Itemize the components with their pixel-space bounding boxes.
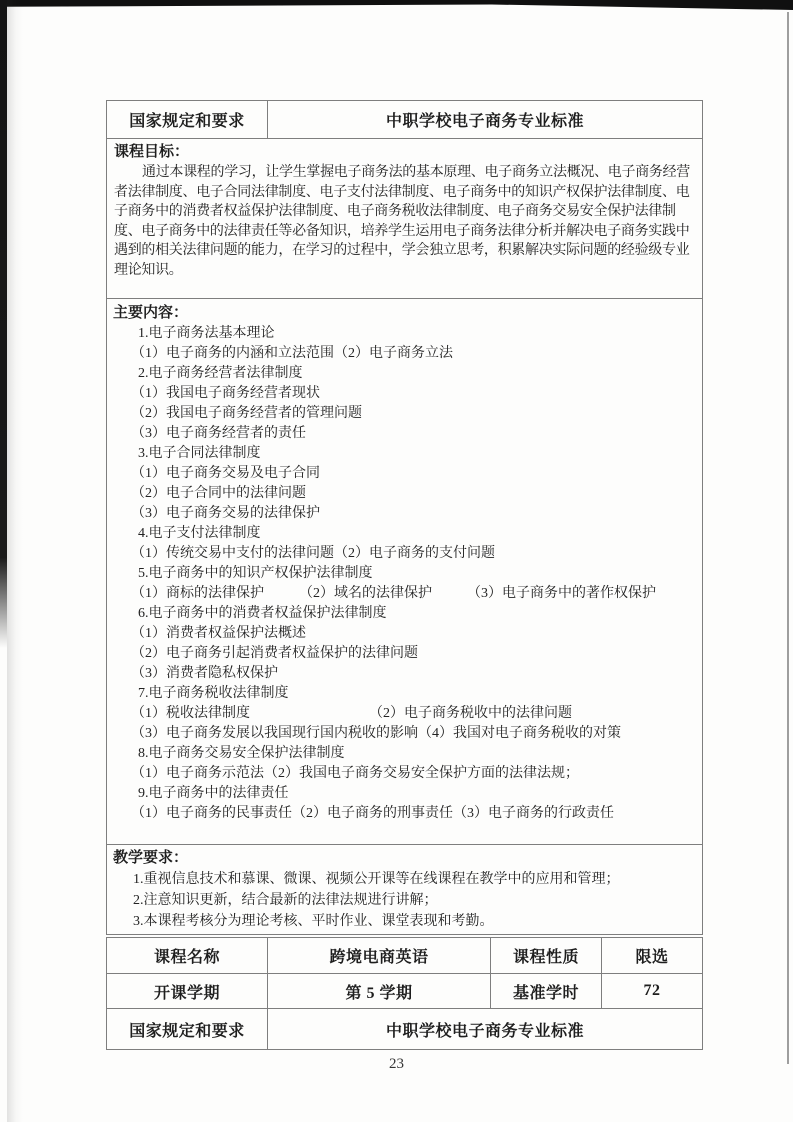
course-term-label: 开课学期 <box>107 974 268 1008</box>
teaching-requirements-list <box>113 869 696 932</box>
content-line: （1）电子商务示范法（2）我国电子商务交易安全保护方面的法律法规； <box>131 766 579 781</box>
content-line: 1.重视信息技术和慕课、微课、视频公开课等在线课程在教学中的应用和管理； <box>133 872 620 887</box>
course-standard-value: 中职学校电子商务专业标准 <box>385 1022 584 1040</box>
content-line: 8.电子商务交易安全保护法律制度 <box>138 746 345 761</box>
scan-edge-left <box>0 0 7 648</box>
course-nature-value: 限选 <box>635 949 669 966</box>
content-line: （1）税收法律制度 （2）电子商务税收中的法律问题 <box>131 706 572 721</box>
content-line: （2）我国电子商务经营者的管理问题 <box>131 406 362 421</box>
content-line: （2）电子合同中的法律问题 <box>131 486 306 501</box>
teaching-requirements-row <box>107 844 702 934</box>
content-line: 9.电子商务中的法律责任 <box>138 786 289 801</box>
content-line: （1）传统交易中支付的法律问题（2）电子商务的支付问题 <box>131 546 495 561</box>
national-standard-label: 国家规定和要求 <box>107 101 268 138</box>
content-line: （3）电子商务发展以我国现行国内税收的影响（4）我国对电子商务税收的对策 <box>131 726 621 741</box>
content-line: 4.电子支付法律制度 <box>138 526 261 541</box>
content-line: （1）商标的法律保护 （2）域名的法律保护 （3）电子商务中的著作权保护 <box>131 586 656 601</box>
content-line: （3）电子商务交易的法律保护 <box>131 506 320 521</box>
content-line: （1）电子商务交易及电子合同 <box>131 466 320 481</box>
course-name-value: 跨境电商英语 <box>268 938 491 973</box>
content-line: （1）电子商务的内涵和立法范围（2）电子商务立法 <box>131 346 453 361</box>
content-line: 3.电子合同法律制度 <box>138 446 261 461</box>
content-line: （3）电子商务经营者的责任 <box>131 426 306 441</box>
page-number: 23 <box>389 1056 404 1072</box>
content-line: （1）消费者权益保护法概述 <box>131 626 306 641</box>
main-content-heading: 主要内容： <box>113 305 189 321</box>
content-line: （2）电子商务引起消费者权益保护的法律问题 <box>131 646 418 661</box>
course-term-row <box>107 973 702 1008</box>
content-line: （3）消费者隐私权保护 <box>131 666 278 681</box>
course-standard-label: 国家规定和要求 <box>107 1009 268 1049</box>
course-objectives-heading: 课程目标： <box>114 144 190 160</box>
main-content-list <box>113 324 698 824</box>
national-standard-value: 中职学校电子商务专业标准 <box>385 113 584 130</box>
course-standard-row <box>107 1008 702 1049</box>
content-line: 7.电子商务税收法律制度 <box>138 686 289 701</box>
content-line: 3.本课程考核分为理论考核、平时作业、课堂表现和考勤。 <box>133 914 494 929</box>
course-term-value: 第 5 学期 <box>268 974 491 1008</box>
syllabus-table <box>106 100 703 935</box>
teaching-requirements-heading: 教学要求： <box>113 850 189 866</box>
content-line: （1）电子商务的民事责任（2）电子商务的刑事责任（3）电子商务的行政责任 <box>131 806 614 821</box>
content-line: 2.注意知识更新，结合最新的法律法规进行讲解； <box>133 893 438 908</box>
content-line: （1）我国电子商务经营者现状 <box>131 386 320 401</box>
main-content-row <box>107 298 702 844</box>
content-line: 5.电子商务中的知识产权保护法律制度 <box>138 566 373 581</box>
content-line: 6.电子商务中的消费者权益保护法律制度 <box>138 606 387 621</box>
course-nature-label: 课程性质 <box>491 938 602 973</box>
course-objectives-paragraph: 通过本课程的学习，让学生掌握电子商务法的基本原理、电子商务立法概况、电子商务经营者法律制度、电子合同法律制度、电子支付法律制度、电子商务中的知识产权保护法律制度、电子商务中的消费者权益保护法律制度、电子商务税收法律制度、电子商务交易安全保护法律制度、电子商务中的法律责任等必备知识，培养学生运用电子商务法律分析并解决电子商务实践中遇到的相关法律问题的能力，在学习的过程中，学会独立思考，积累解决实际问题的经验级专业理论知识。 <box>114 165 690 278</box>
scan-shadow-left <box>7 0 23 1122</box>
scan-edge-top <box>0 0 793 10</box>
scan-edge-right <box>787 12 789 1064</box>
course-name-row <box>107 938 702 973</box>
national-standard-row <box>107 101 702 138</box>
content-line: 1.电子商务法基本理论 <box>138 326 275 341</box>
course-name-label: 课程名称 <box>107 938 268 973</box>
course-hours-value: 72 <box>643 982 661 999</box>
course-hours-label: 基准学时 <box>491 974 602 1008</box>
course-objectives-row <box>107 138 702 298</box>
content-line: 2.电子商务经营者法律制度 <box>138 366 303 381</box>
course-header-table <box>106 937 703 1050</box>
